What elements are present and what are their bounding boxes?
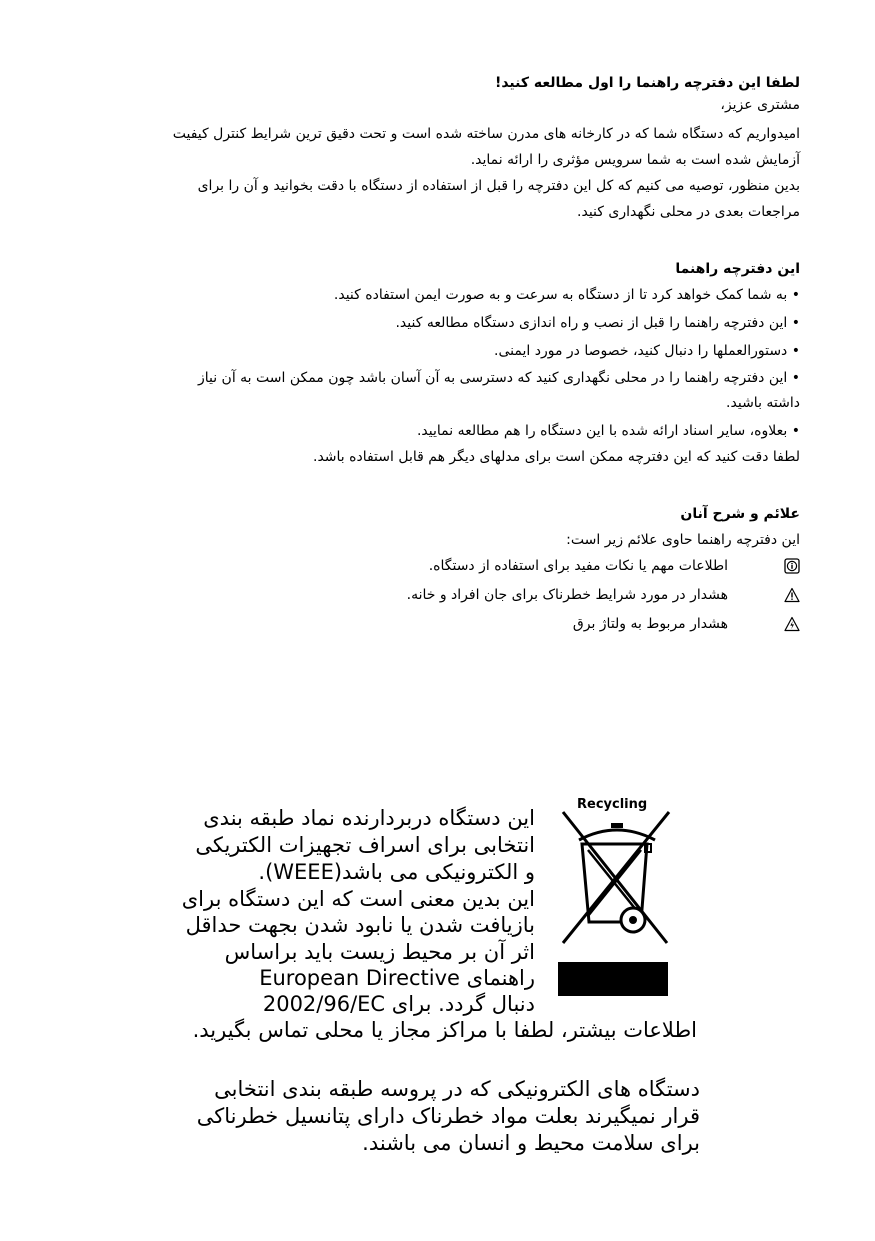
recycling-line-5: بازیافت شدن یا نابود شدن بجهت حداقل xyxy=(185,913,535,937)
manual-bullet-2: • این دفترچه راهنما را قبل از نصب و راه اندازی دستگاه مطالعه کنید. xyxy=(395,315,800,331)
info-icon xyxy=(784,558,800,574)
symbol-warning-text: هشدار در مورد شرایط خطرناک برای جان افراد و خانه. xyxy=(406,587,728,603)
intro-paragraph-2-line-1: بدین منظور، توصیه می کنیم که کل این دفترچه را قبل از استفاده از دستگاه با دقت بخوانید و آن را برای xyxy=(197,178,800,194)
recycling-paragraph-2-line-1: دستگاه های الکترونیکی که در پروسه طبقه بندی انتخابی xyxy=(214,1077,700,1101)
recycling-paragraph-2-line-3: برای سلامت محیط و انسان می باشند. xyxy=(362,1131,700,1155)
recycling-line-8: 2002/96/EC دنبال گردد. برای xyxy=(262,992,535,1016)
symbol-electric-text: هشدار مربوط به ولتاژ برق xyxy=(572,616,728,632)
recycling-line-4: این بدین معنی است که این دستگاه برای xyxy=(181,887,535,911)
manual-bullet-3: • دستورالعملها را دنبال کنید، خصوصا در مورد ایمنی. xyxy=(494,343,800,359)
manual-bullet-4-line-1: • این دفترچه راهنما را در محلی نگهداری کنید که دسترسی به آن آسان باشد چون ممکن است به آن نیاز xyxy=(197,370,800,386)
intro-paragraph-1-line-1: امیدواریم که دستگاه شما که در کارخانه های مدرن ساخته شده است و تحت دقیق ترین شرایط کنترل کیفیت xyxy=(172,126,800,142)
symbol-row-info xyxy=(180,553,800,579)
recycling-line-2: انتخابی برای اسراف تجهیزات الکتریکی xyxy=(195,833,535,857)
recycling-line-1: این دستگاه دربردارنده نماد طبقه بندی xyxy=(203,806,535,830)
manual-heading: این دفترچه راهنما xyxy=(675,261,800,277)
symbol-info-text: اطلاعات مهم یا نکات مفید برای استفاده از دستگاه. xyxy=(428,558,728,574)
symbol-row-electric-warning xyxy=(180,611,800,637)
electric-warning-icon xyxy=(784,616,800,632)
intro-paragraph-2-line-2: مراجعات بعدی در محلی نگهداری کنید. xyxy=(577,204,800,220)
greeting: مشتری عزیز، xyxy=(720,97,800,113)
manual-note: لطفا دقت کنید که این دفترچه ممکن است برای مدلهای دیگر هم قابل استفاده باشد. xyxy=(313,449,800,465)
manual-bullet-5: • بعلاوه، سایر اسناد ارائه شده با این دستگاه را هم مطالعه نمایید. xyxy=(416,423,800,439)
recycling-paragraph-2-line-2: قرار نمیگیرند بعلت مواد خطرناک دارای پتانسیل خطرناکی xyxy=(196,1104,700,1128)
weee-crossed-bin-icon xyxy=(557,810,675,945)
weee-black-bar xyxy=(558,962,668,996)
symbols-intro: این دفترچه راهنما حاوی علائم زیر است: xyxy=(566,532,800,548)
recycling-line-7: راهنمای European Directive xyxy=(259,966,535,990)
recycling-line-6: اثر آن بر محیط زیست باید براساس xyxy=(224,940,535,964)
symbol-row-warning xyxy=(180,582,800,608)
warning-icon xyxy=(784,587,800,603)
symbols-heading: علائم و شرح آنان xyxy=(680,506,800,522)
intro-title: لطفا این دفترچه راهنما را اول مطالعه کنید! xyxy=(494,75,800,91)
manual-bullet-1: • به شما کمک خواهد کرد تا از دستگاه به سرعت و به صورت ایمن استفاده کنید. xyxy=(333,287,800,303)
recycling-line-3: و الکترونیکی می باشد(WEEE). xyxy=(258,860,535,884)
manual-bullet-4-line-2: داشته باشید. xyxy=(726,395,800,411)
recycling-label: Recycling xyxy=(577,797,648,812)
recycling-line-9: اطلاعات بیشتر، لطفا با مراکز مجاز یا محلی تماس بگیرید. xyxy=(192,1018,697,1042)
intro-paragraph-1-line-2: آزمایش شده است به شما سرویس مؤثری را ارائه نماید. xyxy=(470,152,800,168)
